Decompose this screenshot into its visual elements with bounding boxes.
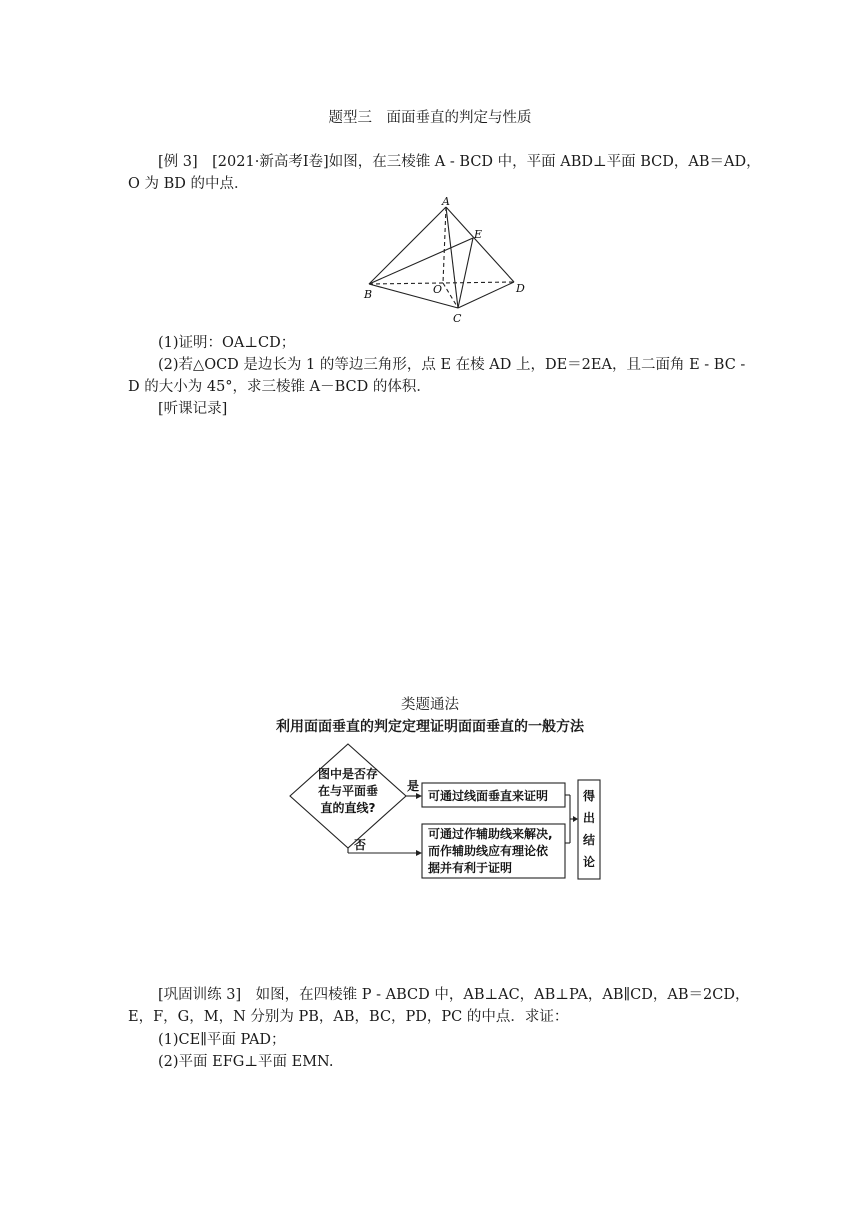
edge-ac [446,207,458,308]
diamond-text-1: 图中是否存 [317,767,379,781]
result-char-4: 论 [582,855,596,869]
practice-question-1: (1)CE∥平面 PAD； [158,1032,286,1048]
edge-ad [446,207,514,282]
edge-bc [369,284,458,308]
question-1: (1)证明：OA⊥CD； [158,335,296,351]
question-2-line-2: D 的大小为 45°，求三棱锥 A－BCD 的体积． [128,379,431,395]
box-yes-text: 可通过线面垂直来证明 [428,789,549,803]
practice-line-2: E，F，G，M，N 分别为 PB，AB，BC，PD，PC 的中点．求证： [128,1009,569,1025]
label-e: E [474,228,483,241]
label-a: A [442,195,450,208]
section-title: 题型三 面面垂直的判定与性质 [328,110,532,126]
practice-question-2: (2)平面 EFG⊥平面 EMN. [158,1054,334,1070]
segment-ao-hidden [443,207,446,283]
diamond-text-3: 直的直线? [320,801,376,815]
box-no-text-3: 据并有利于证明 [428,861,513,875]
box-no-text-1: 可通过作辅助线来解决, [428,827,553,841]
segment-be [369,238,473,284]
question-2-line-1: (2)若△OCD 是边长为 1 的等边三角形，点 E 在棱 AD 上，DE＝2EA，且二面角 E - BC - [158,357,746,373]
label-c: C [453,312,462,325]
segment-ce [458,238,473,308]
edge-ab [369,207,446,284]
no-label: 否 [354,838,367,852]
method-heading: 类题通法 [401,697,459,713]
yes-label: 是 [407,779,420,793]
practice-line-1: [巩固训练 3] 如图，在四棱锥 P - ABCD 中，AB⊥AC，AB⊥PA，AB∥CD，AB＝2CD， [158,987,750,1003]
label-b: B [364,288,373,301]
box-no-text-2: 而作辅助线应有理论依 [428,844,549,858]
label-o: O [433,283,443,296]
diamond-text-2: 在与平面垂 [317,784,379,798]
example-line-2: O 为 BD 的中点． [128,176,249,192]
method-flowchart [288,738,633,886]
method-subheading: 利用面面垂直的判定定理证明面面垂直的一般方法 [276,719,584,735]
example-line-1: [例 3] [2021·新高考Ⅰ卷]如图，在三棱锥 A - BCD 中，平面 ABD⊥平面 BCD，AB＝AD， [158,154,761,170]
result-char-3: 结 [582,833,596,847]
edge-cd [458,282,514,308]
tetrahedron-figure [360,195,540,325]
label-d: D [516,282,525,295]
notes-label: [听课记录] [158,401,228,417]
result-char-1: 得 [582,789,596,803]
result-char-2: 出 [582,811,596,825]
